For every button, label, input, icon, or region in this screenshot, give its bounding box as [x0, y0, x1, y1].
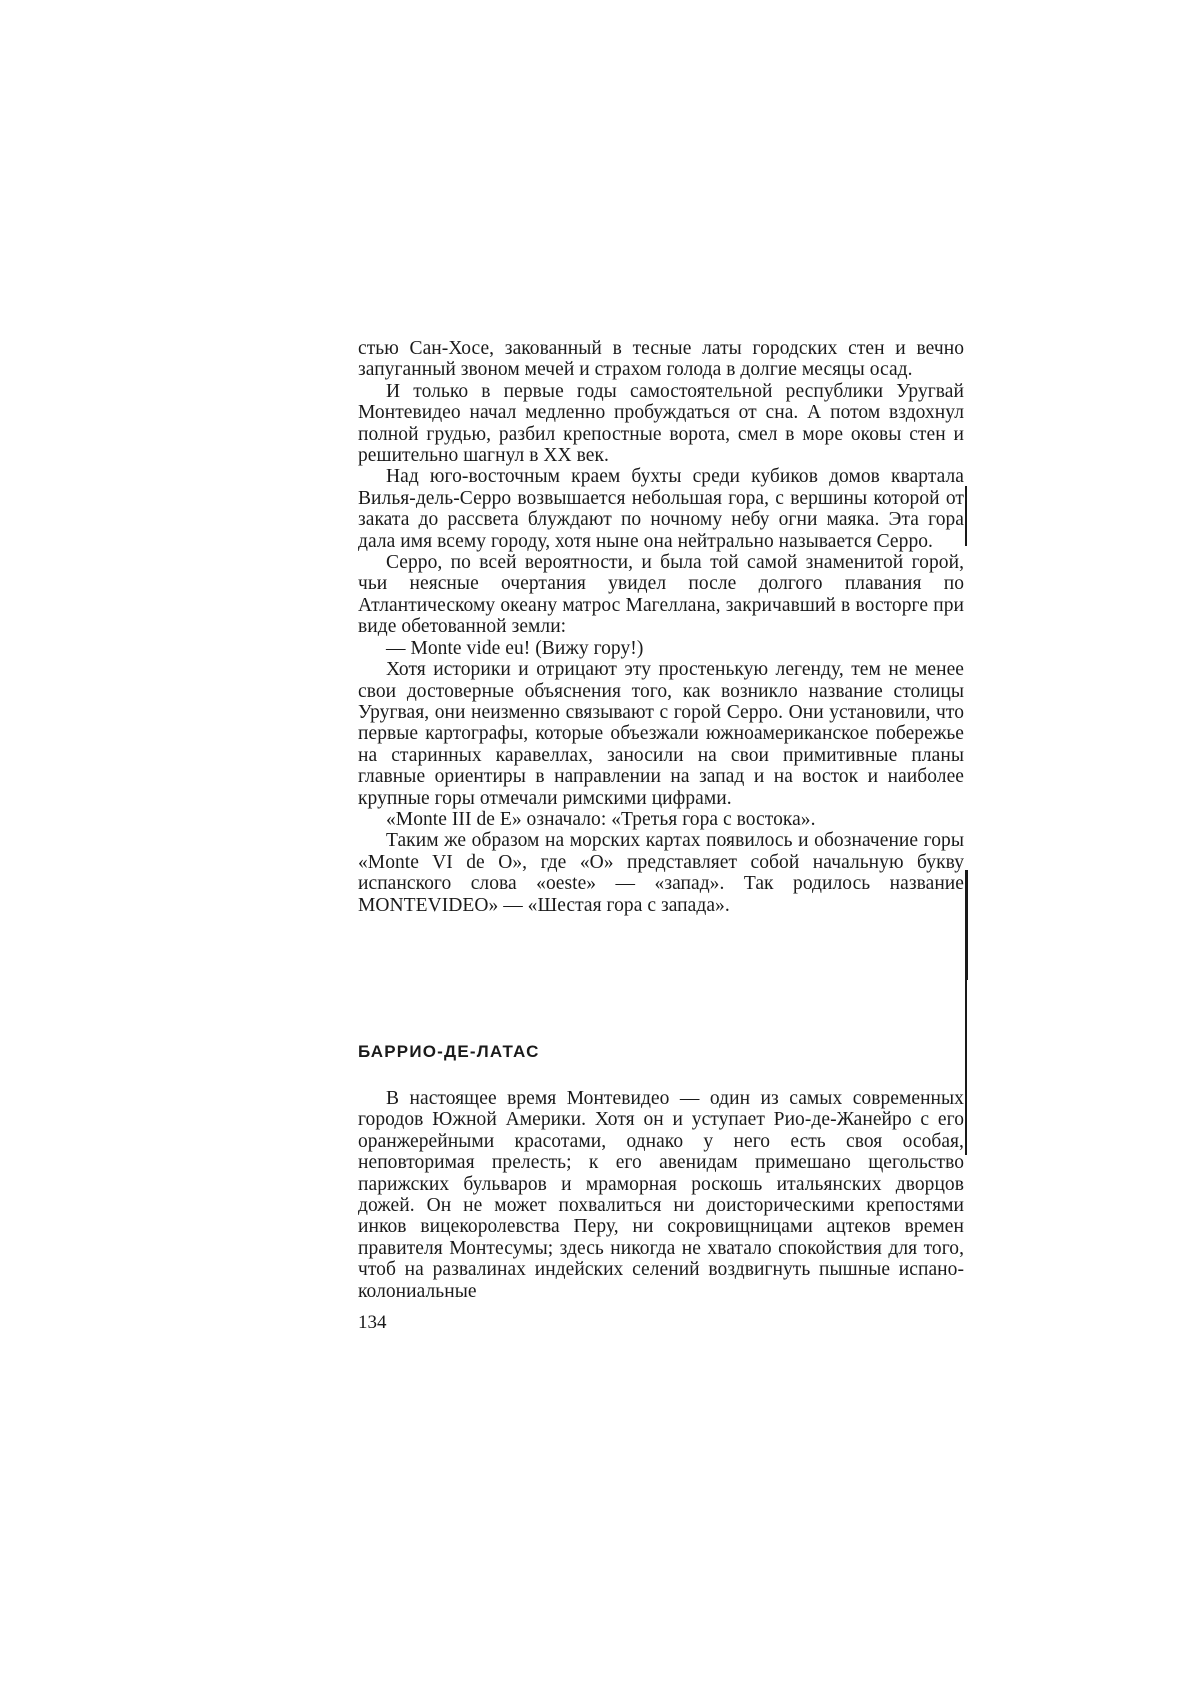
margin-scan-line [965, 486, 967, 546]
margin-scan-line [965, 870, 968, 980]
paragraph: «Monte III de E» означало: «Третья гора с востока». [386, 808, 816, 830]
paragraph: стью Сан-Хосе, закованный в тесные латы городских стен и вечно запуганный звоном мечей и страхом голода в долгие месяцы осад. [358, 338, 964, 381]
paragraph: Серро, по всей вероятности, и была той самой знаменитой горой, чьи неясные очертания увидел после долгого плавания по Атлантическому океану матрос Магеллана, закричавший в восторге при виде обетованной земли: [358, 552, 964, 638]
paragraph: В настоящее время Монтевидео — один из самых современных городов Южной Америки. Хотя он и уступает Рио-де-Жанейро с его оранжерейными красотами, однако у него есть своя особая, неповторимая прелесть; к его авенидам примешано щегольство парижских бульваров и мраморная роскошь итальянских дворцов дожей. Он не может похвалиться ни доисторическими крепостями инков вицекоролевства Перу, ни сокровищницами ацтеков времен правителя Монтесумы; здесь никогда не хватало спокойствия для того, чтоб на развалинах индейских селений воздвигнуть пышные испано-колониальные [358, 1088, 964, 1302]
body-text-bottom [358, 1088, 964, 1302]
page-number: 134 [358, 1312, 387, 1333]
margin-scan-line [965, 980, 967, 1100]
quote-line: — Monte vide eu! (Вижу гору!) [386, 637, 644, 659]
paragraph: Таким же образом на морских картах появилось и обозначение горы «Monte VI de O», где «O» представляет собой начальную букву испанского слова «oeste» — «запад». Так родилось название MONTEVIDEO» — «Шестая гора с запада». [358, 830, 964, 916]
paragraph: Над юго-восточным краем бухты среди кубиков домов квартала Вилья-дель-Серро возвышается небольшая гора, с вершины которой от заката до рассвета блуждают по ночному небу огни маяка. Эта гора дала имя всему городу, хотя ныне она нейтрально называется Серро. [358, 466, 964, 552]
section-heading: БАРРИО-ДЕ-ЛАТАС [358, 1042, 540, 1061]
paragraph: И только в первые годы самостоятельной республики Уругвай Монтевидео начал медленно пробуждаться от сна. А потом вздохнул полной грудью, разбил крепостные ворота, смел в море оковы стен и решительно шагнул в XX век. [358, 380, 964, 467]
body-text-top [358, 338, 964, 916]
margin-scan-line [965, 1095, 967, 1155]
paragraph: Хотя историки и отрицают эту простенькую легенду, тем не менее свои достоверные объяснения того, как возникло название столицы Уругвая, они неизменно связывают с горой Серро. Они установили, что первые картографы, которые объезжали южноамериканское побережье на старинных каравеллах, заносили на свои примитивные планы главные ориентиры в направлении на запад и на восток и наиболее крупные горы отмечали римскими цифрами. [358, 659, 964, 809]
